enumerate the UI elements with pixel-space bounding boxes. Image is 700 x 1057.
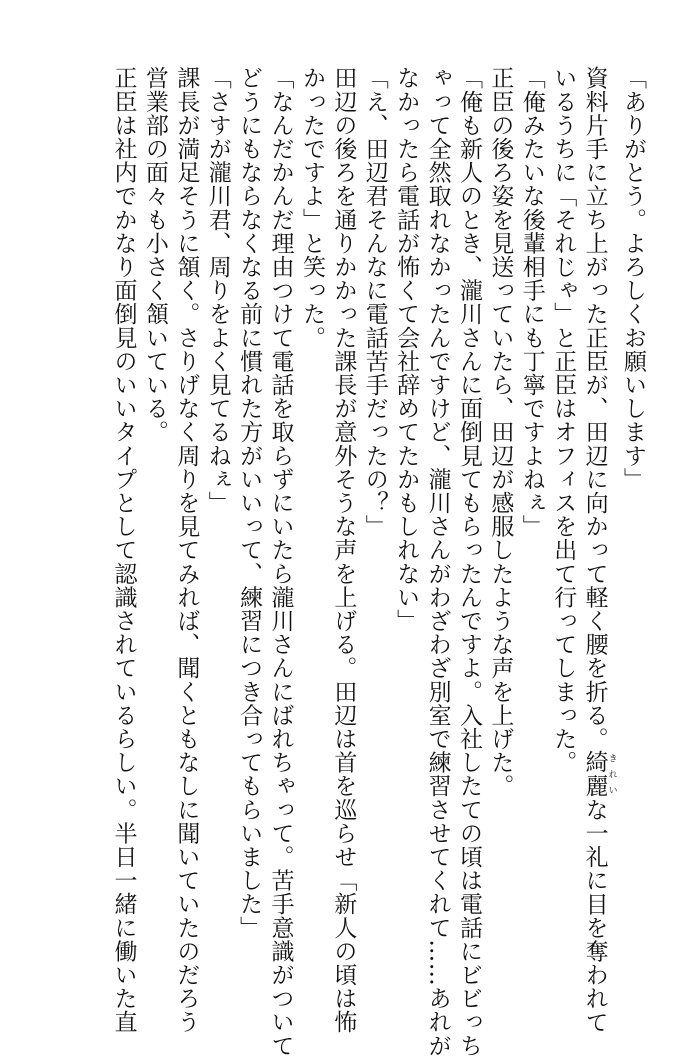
vertical-text-body [48, 66, 648, 1057]
text-line-3: いるうちに「それじゃ」と正臣はオフィスを出て行ってしまった。 [550, 66, 577, 774]
text-line-13: どうにもならなくなる前に慣れた方がいいって、練習につき合ってもらいました」 [236, 66, 263, 940]
text-line-14: 「さすが瀧川君、周りをよく見てるねぇ」 [204, 66, 231, 515]
text-line-2 [578, 66, 617, 1034]
text-line-12: 「なんだかんだ理由つけて電話を取らずにいたら瀧川さんにばれちゃって。苦手意識がついて [267, 66, 294, 1057]
text-line-1: 「ありがとう。よろしくお願いします」 [620, 66, 646, 491]
text-line-9: 「え、田辺君そんなに電話苦手だったの？」 [361, 66, 388, 538]
text-line-15: 課長が満足そうに頷く。さりげなく周りを見てみれば、聞くともなしに聞いていたのだろう [173, 66, 200, 1034]
text-line-17: 正臣は社内でかなり面倒見のいいタイプとして認識されているらしい。半日一緒に働いた直 [110, 66, 137, 1034]
text-line-2-main: 資料片手に立ち上がった正臣が、田辺に向かって軽く腰を折る。 [581, 66, 608, 751]
text-line-6: 「俺も新人のとき、瀧川さんに面倒見てもらったんですよ。入社したての頃は電話にビビっち [455, 66, 482, 1057]
text-line-2-tail: な一礼に目を奪われて [581, 797, 608, 1034]
ruby-kirei [581, 750, 617, 798]
text-line-5: 正臣の後ろ姿を見送っていたら、田辺が感服したような声を上げた。 [487, 66, 514, 798]
text-line-16: 営業部の面々も小さく頷いている。 [141, 66, 168, 444]
text-line-10: 田辺の後ろを通りかかった課長が意外そうな声を上げる。田辺は首を巡らせ「新人の頃は怖 [330, 66, 357, 1034]
ruby-base-2: 麗 [581, 774, 608, 798]
text-line-7: ゃって全然取れなかったんですけど、瀧川さんがわざわざ別室で練習させてくれて……あれが [424, 66, 451, 1057]
text-line-8: なかったら電話が怖くて会社辞めてたかもしれない」 [393, 66, 420, 633]
text-line-4: 「俺みたいな後輩相手にも丁寧ですよねぇ」 [518, 66, 545, 538]
ruby-base-1: 綺 [581, 750, 608, 775]
ruby-reading: きれい [606, 750, 617, 798]
text-line-11: かったですよ」と笑った。 [298, 66, 325, 350]
